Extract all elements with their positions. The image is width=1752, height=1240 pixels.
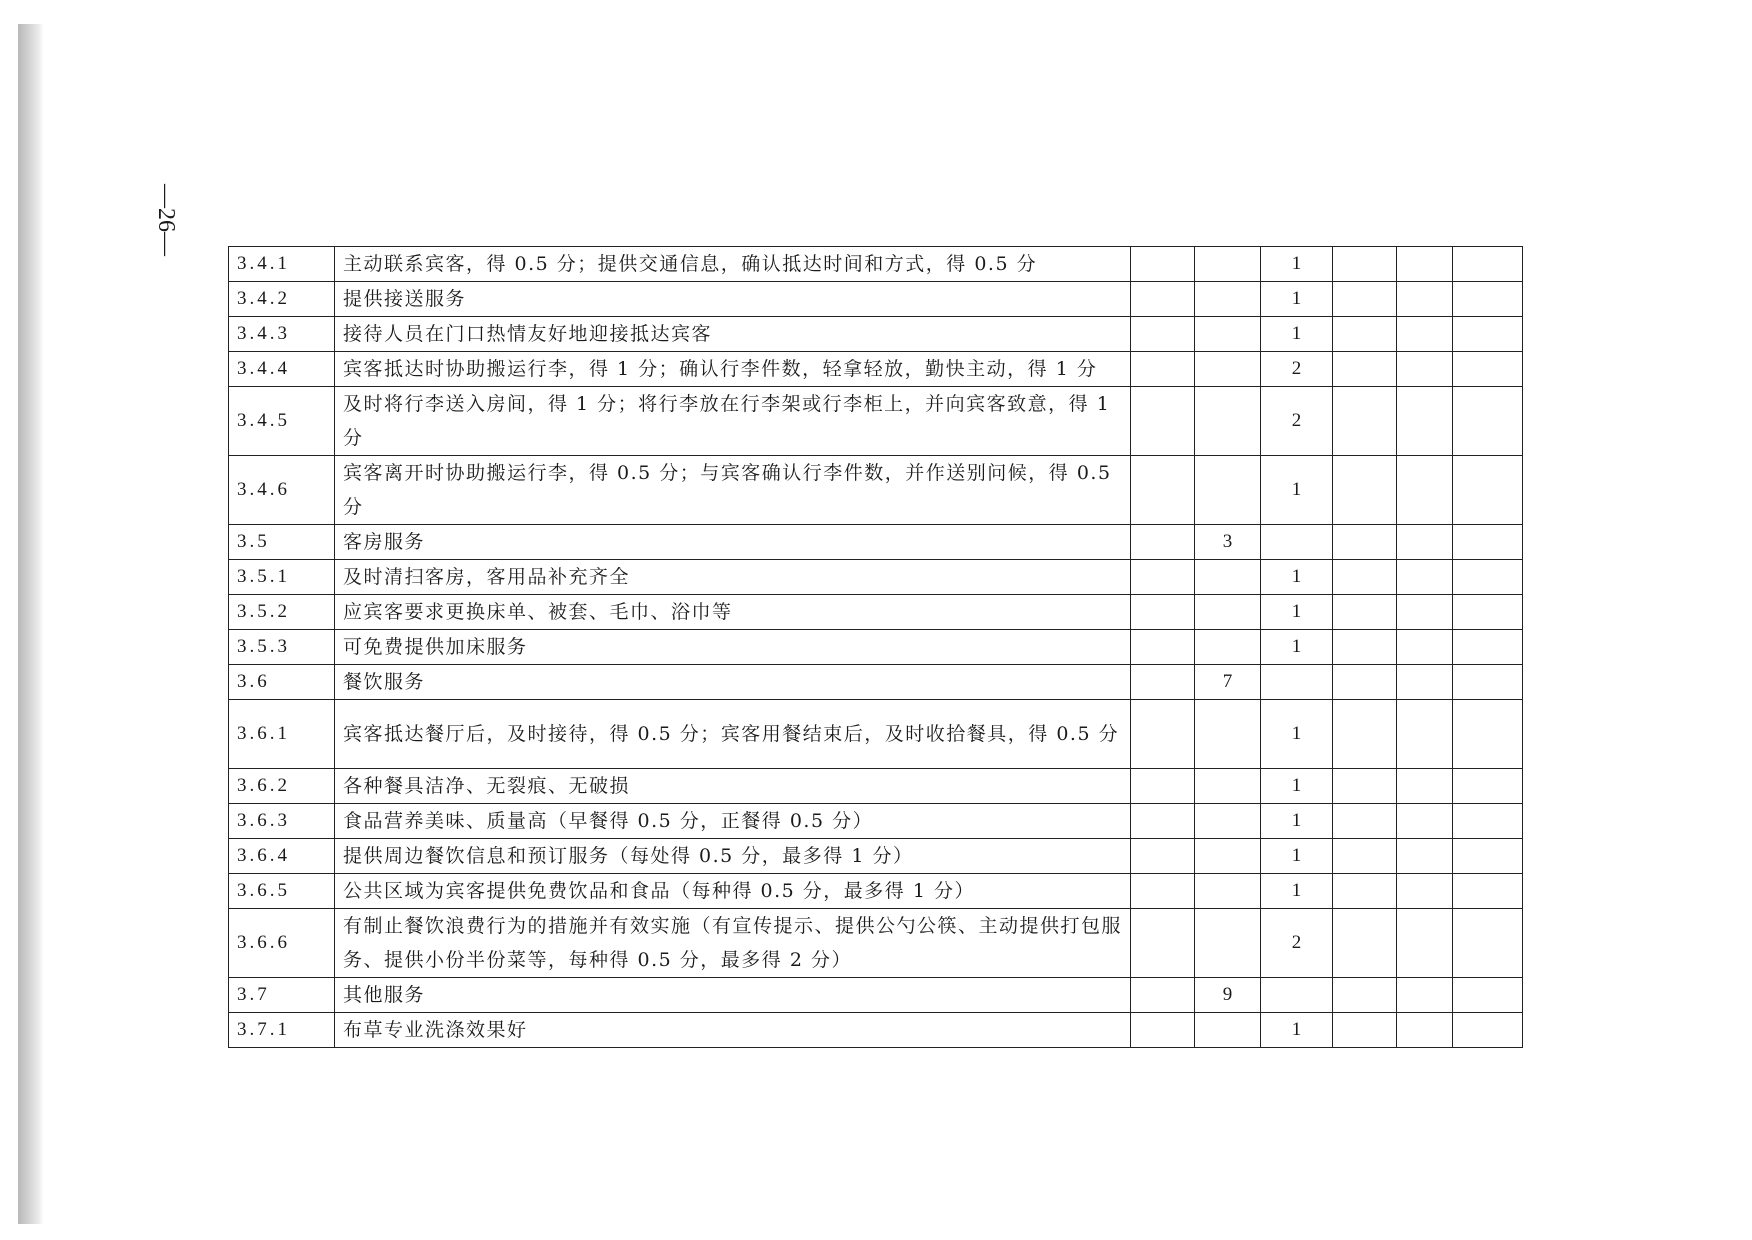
score-column-2 <box>1195 769 1261 804</box>
score-column-6 <box>1453 909 1523 978</box>
score-column-1 <box>1131 839 1195 874</box>
score-column-1 <box>1131 769 1195 804</box>
table-row <box>229 247 1523 282</box>
score-column-4 <box>1333 769 1397 804</box>
table-row <box>229 874 1523 909</box>
table-row <box>229 630 1523 665</box>
item-number: 3.5.2 <box>229 595 335 630</box>
score-column-6 <box>1453 247 1523 282</box>
score-column-3: 2 <box>1261 909 1333 978</box>
item-description: 餐饮服务 <box>335 665 1131 700</box>
score-column-3 <box>1261 978 1333 1013</box>
score-column-6 <box>1453 804 1523 839</box>
table-row <box>229 317 1523 352</box>
score-column-5 <box>1397 456 1453 525</box>
item-description: 应宾客要求更换床单、被套、毛巾、浴巾等 <box>335 595 1131 630</box>
score-column-4 <box>1333 317 1397 352</box>
item-number: 3.4.5 <box>229 387 335 456</box>
item-number: 3.6.5 <box>229 874 335 909</box>
score-column-6 <box>1453 665 1523 700</box>
table-row <box>229 665 1523 700</box>
item-number: 3.6.1 <box>229 700 335 769</box>
score-column-1 <box>1131 978 1195 1013</box>
score-column-2 <box>1195 874 1261 909</box>
score-column-3: 1 <box>1261 1013 1333 1048</box>
score-column-4 <box>1333 978 1397 1013</box>
score-column-4 <box>1333 700 1397 769</box>
item-number: 3.6 <box>229 665 335 700</box>
score-column-6 <box>1453 560 1523 595</box>
score-column-2 <box>1195 282 1261 317</box>
score-column-1 <box>1131 1013 1195 1048</box>
score-column-1 <box>1131 909 1195 978</box>
item-description: 宾客离开时协助搬运行李，得 0.5 分；与宾客确认行李件数，并作送别问候，得 0.5 分 <box>335 456 1131 525</box>
score-column-6 <box>1453 317 1523 352</box>
score-column-3: 1 <box>1261 595 1333 630</box>
table-row <box>229 595 1523 630</box>
item-description: 提供周边餐饮信息和预订服务（每处得 0.5 分，最多得 1 分） <box>335 839 1131 874</box>
item-number: 3.4.2 <box>229 282 335 317</box>
score-column-5 <box>1397 525 1453 560</box>
item-description: 提供接送服务 <box>335 282 1131 317</box>
score-column-1 <box>1131 317 1195 352</box>
item-number: 3.4.3 <box>229 317 335 352</box>
item-description: 布草专业洗涤效果好 <box>335 1013 1131 1048</box>
score-column-4 <box>1333 804 1397 839</box>
score-column-1 <box>1131 804 1195 839</box>
score-column-4 <box>1333 874 1397 909</box>
score-column-3: 1 <box>1261 700 1333 769</box>
score-column-5 <box>1397 804 1453 839</box>
score-column-3: 1 <box>1261 769 1333 804</box>
table-row <box>229 560 1523 595</box>
table-row <box>229 387 1523 456</box>
score-column-3: 1 <box>1261 630 1333 665</box>
score-column-5 <box>1397 909 1453 978</box>
score-column-4 <box>1333 456 1397 525</box>
table-row <box>229 700 1523 769</box>
score-column-4 <box>1333 1013 1397 1048</box>
score-column-2 <box>1195 456 1261 525</box>
item-description: 客房服务 <box>335 525 1131 560</box>
item-description: 主动联系宾客，得 0.5 分；提供交通信息，确认抵达时间和方式，得 0.5 分 <box>335 247 1131 282</box>
item-number: 3.4.1 <box>229 247 335 282</box>
score-column-2: 9 <box>1195 978 1261 1013</box>
item-description: 接待人员在门口热情友好地迎接抵达宾客 <box>335 317 1131 352</box>
item-description: 及时将行李送入房间，得 1 分；将行李放在行李架或行李柜上，并向宾客致意，得 1 分 <box>335 387 1131 456</box>
score-column-2 <box>1195 247 1261 282</box>
score-column-4 <box>1333 595 1397 630</box>
score-column-5 <box>1397 1013 1453 1048</box>
score-column-1 <box>1131 665 1195 700</box>
score-column-6 <box>1453 874 1523 909</box>
score-column-4 <box>1333 525 1397 560</box>
score-column-5 <box>1397 387 1453 456</box>
score-column-6 <box>1453 978 1523 1013</box>
score-column-2 <box>1195 595 1261 630</box>
score-column-1 <box>1131 282 1195 317</box>
item-number: 3.6.6 <box>229 909 335 978</box>
score-column-4 <box>1333 247 1397 282</box>
score-column-6 <box>1453 387 1523 456</box>
item-number: 3.6.2 <box>229 769 335 804</box>
table-row <box>229 1013 1523 1048</box>
table-row <box>229 804 1523 839</box>
score-column-2 <box>1195 560 1261 595</box>
item-description: 可免费提供加床服务 <box>335 630 1131 665</box>
item-description: 各种餐具洁净、无裂痕、无破损 <box>335 769 1131 804</box>
score-column-3: 1 <box>1261 247 1333 282</box>
score-column-4 <box>1333 839 1397 874</box>
score-column-5 <box>1397 700 1453 769</box>
score-column-5 <box>1397 282 1453 317</box>
item-description: 有制止餐饮浪费行为的措施并有效实施（有宣传提示、提供公勺公筷、主动提供打包服务、提供小份半份菜等，每种得 0.5 分，最多得 2 分） <box>335 909 1131 978</box>
score-column-6 <box>1453 352 1523 387</box>
score-column-3: 1 <box>1261 282 1333 317</box>
item-number: 3.5.1 <box>229 560 335 595</box>
score-column-3: 1 <box>1261 804 1333 839</box>
score-column-4 <box>1333 387 1397 456</box>
table-row <box>229 769 1523 804</box>
table-row <box>229 282 1523 317</box>
score-column-5 <box>1397 630 1453 665</box>
score-column-5 <box>1397 560 1453 595</box>
score-column-4 <box>1333 560 1397 595</box>
score-column-5 <box>1397 839 1453 874</box>
score-column-1 <box>1131 387 1195 456</box>
item-number: 3.5 <box>229 525 335 560</box>
score-column-2 <box>1195 1013 1261 1048</box>
score-column-1 <box>1131 630 1195 665</box>
score-column-3: 1 <box>1261 456 1333 525</box>
score-column-6 <box>1453 595 1523 630</box>
score-column-5 <box>1397 874 1453 909</box>
table-body <box>229 247 1523 1048</box>
score-column-3 <box>1261 665 1333 700</box>
score-column-1 <box>1131 456 1195 525</box>
scoring-table <box>228 246 1523 1048</box>
score-column-1 <box>1131 247 1195 282</box>
item-number: 3.7.1 <box>229 1013 335 1048</box>
score-column-3: 1 <box>1261 317 1333 352</box>
table-row <box>229 978 1523 1013</box>
table-row <box>229 456 1523 525</box>
score-column-4 <box>1333 909 1397 978</box>
item-description: 公共区域为宾客提供免费饮品和食品（每种得 0.5 分，最多得 1 分） <box>335 874 1131 909</box>
item-description: 食品营养美味、质量高（早餐得 0.5 分，正餐得 0.5 分） <box>335 804 1131 839</box>
score-column-4 <box>1333 352 1397 387</box>
score-column-1 <box>1131 595 1195 630</box>
score-column-4 <box>1333 282 1397 317</box>
item-number: 3.5.3 <box>229 630 335 665</box>
score-column-6 <box>1453 700 1523 769</box>
score-column-2 <box>1195 630 1261 665</box>
score-column-3 <box>1261 525 1333 560</box>
scan-edge-shadow <box>18 24 44 1224</box>
score-column-6 <box>1453 630 1523 665</box>
score-column-6 <box>1453 1013 1523 1048</box>
score-column-1 <box>1131 352 1195 387</box>
table-row <box>229 839 1523 874</box>
score-column-5 <box>1397 665 1453 700</box>
table-row <box>229 909 1523 978</box>
item-number: 3.4.6 <box>229 456 335 525</box>
score-column-5 <box>1397 317 1453 352</box>
score-column-3: 2 <box>1261 387 1333 456</box>
score-column-2 <box>1195 839 1261 874</box>
page-number: —26— <box>153 184 179 256</box>
score-column-1 <box>1131 525 1195 560</box>
score-column-2 <box>1195 909 1261 978</box>
score-column-6 <box>1453 525 1523 560</box>
score-column-3: 2 <box>1261 352 1333 387</box>
item-number: 3.4.4 <box>229 352 335 387</box>
score-column-6 <box>1453 839 1523 874</box>
table-row <box>229 525 1523 560</box>
score-column-2 <box>1195 804 1261 839</box>
score-column-1 <box>1131 874 1195 909</box>
item-description: 其他服务 <box>335 978 1131 1013</box>
score-column-6 <box>1453 282 1523 317</box>
score-column-5 <box>1397 247 1453 282</box>
score-column-2: 3 <box>1195 525 1261 560</box>
score-column-4 <box>1333 630 1397 665</box>
item-number: 3.6.4 <box>229 839 335 874</box>
score-column-2 <box>1195 317 1261 352</box>
table-row <box>229 352 1523 387</box>
item-number: 3.6.3 <box>229 804 335 839</box>
score-column-2 <box>1195 387 1261 456</box>
score-column-5 <box>1397 978 1453 1013</box>
score-column-3: 1 <box>1261 560 1333 595</box>
score-column-5 <box>1397 352 1453 387</box>
score-column-1 <box>1131 700 1195 769</box>
score-column-2 <box>1195 352 1261 387</box>
score-column-5 <box>1397 595 1453 630</box>
score-column-5 <box>1397 769 1453 804</box>
item-description: 及时清扫客房，客用品补充齐全 <box>335 560 1131 595</box>
item-number: 3.7 <box>229 978 335 1013</box>
score-column-3: 1 <box>1261 839 1333 874</box>
score-column-6 <box>1453 769 1523 804</box>
score-column-1 <box>1131 560 1195 595</box>
score-column-2 <box>1195 700 1261 769</box>
item-description: 宾客抵达时协助搬运行李，得 1 分；确认行李件数，轻拿轻放，勤快主动，得 1 分 <box>335 352 1131 387</box>
score-column-6 <box>1453 456 1523 525</box>
score-column-2: 7 <box>1195 665 1261 700</box>
score-column-3: 1 <box>1261 874 1333 909</box>
score-column-4 <box>1333 665 1397 700</box>
item-description: 宾客抵达餐厅后，及时接待，得 0.5 分；宾客用餐结束后，及时收拾餐具，得 0.5 分 <box>335 700 1131 769</box>
